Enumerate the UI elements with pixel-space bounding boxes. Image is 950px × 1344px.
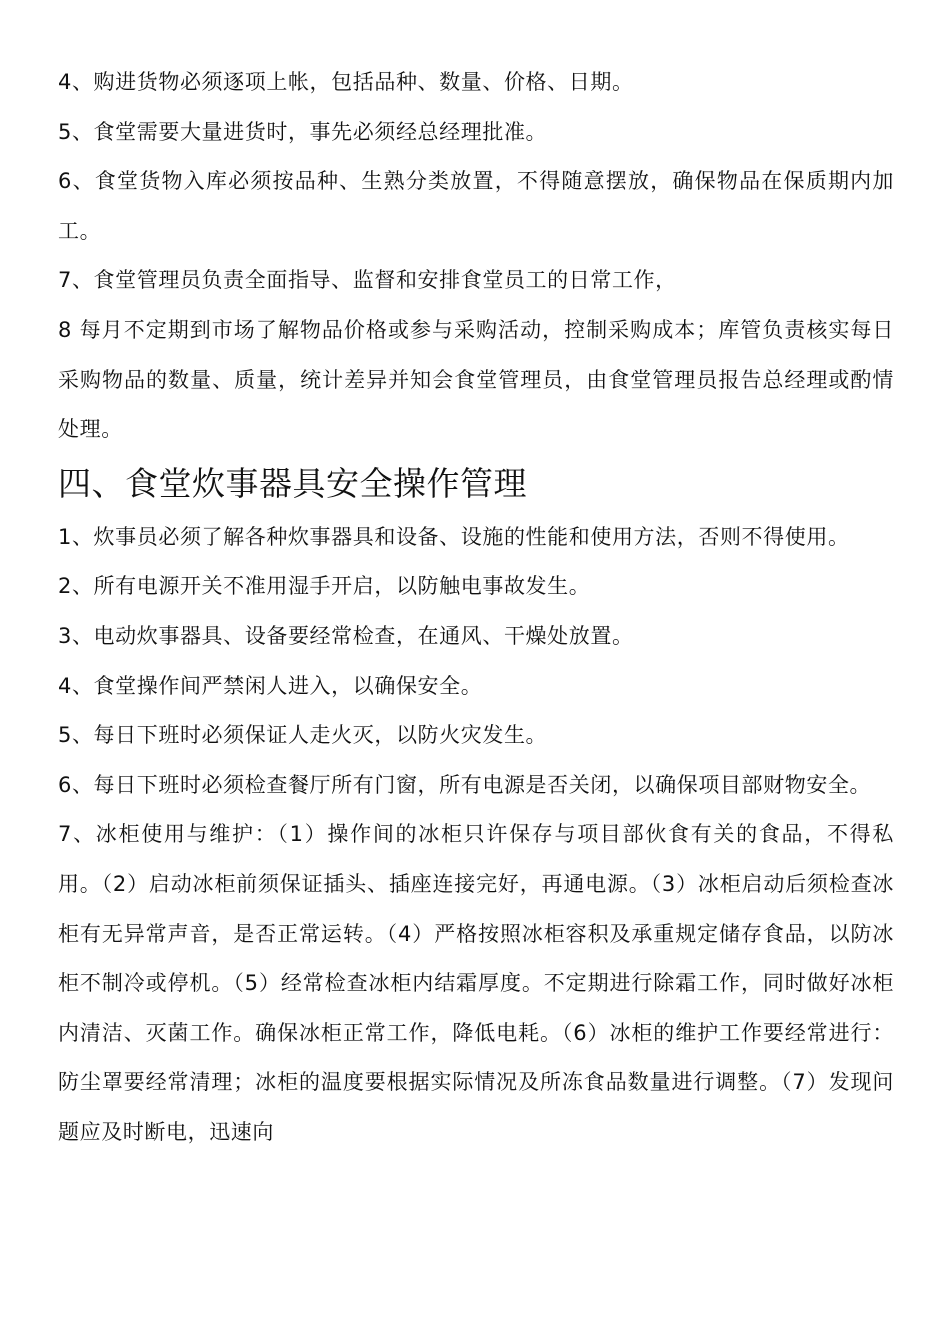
paragraph-item-8: 8 每月不定期到市场了解物品价格或参与采购活动，控制采购成本；库管负责核实每日采购物品的数量、质量，统计差异并知会食堂管理员，由食堂管理员报告总经理或酌情处理。: [58, 317, 894, 442]
paragraph-item-4: 4、购进货物必须逐项上帐，包括品种、数量、价格、日期。: [58, 70, 634, 94]
paragraph-item-5: 5、食堂需要大量进货时，事先必须经总经理批准。: [58, 119, 548, 144]
section-item-6: 6、每日下班时必须检查餐厅所有门窗，所有电源是否关闭，以确保项目部财物安全。: [58, 772, 872, 797]
document-body: [58, 58, 894, 1157]
section-item-4: 4、食堂操作间严禁闲人进入，以确保安全。: [58, 673, 483, 698]
section-item-7: 7、冰柜使用与维护：（1）操作间的冰柜只许保存与项目部伙食有关的食品，不得私用。（2）启动冰柜前须保证插头、插座连接完好，再通电源。（3）冰柜启动后须检查冰柜有无异常声音，是否正常运转。（4）严格按照冰柜容积及承重规定储存食品，以防冰柜不制冷或停机。（5）经常检查冰柜内结霜厚度。不定期进行除霜工作，同时做好冰柜内清洁、灭菌工作。确保冰柜正常工作，降低电耗。（6）冰柜的维护工作要经常进行：防尘罩要经常清理；冰柜的温度要根据实际情况及所冻食品数量进行调整。（7）发现问题应及时断电，迅速向: [58, 822, 894, 1144]
section-item-5: 5、每日下班时必须保证人走火灭，以防火灾发生。: [58, 723, 548, 748]
section-item-3: 3、电动炊事器具、设备要经常检查，在通风、干燥处放置。: [58, 623, 634, 648]
paragraph-item-7: 7、食堂管理员负责全面指导、监督和安排食堂员工的日常工作，: [58, 268, 677, 293]
section-item-1: 1、炊事员必须了解各种炊事器具和设备、设施的性能和使用方法，否则不得使用。: [58, 524, 850, 549]
section-item-2: 2、所有电源开关不准用湿手开启，以防触电事故发生。: [58, 574, 591, 599]
paragraph-item-6: 6、食堂货物入库必须按品种、生熟分类放置，不得随意摆放，确保物品在保质期内加工。: [58, 169, 894, 243]
section-heading: 四、食堂炊事器具安全操作管理: [58, 463, 527, 503]
